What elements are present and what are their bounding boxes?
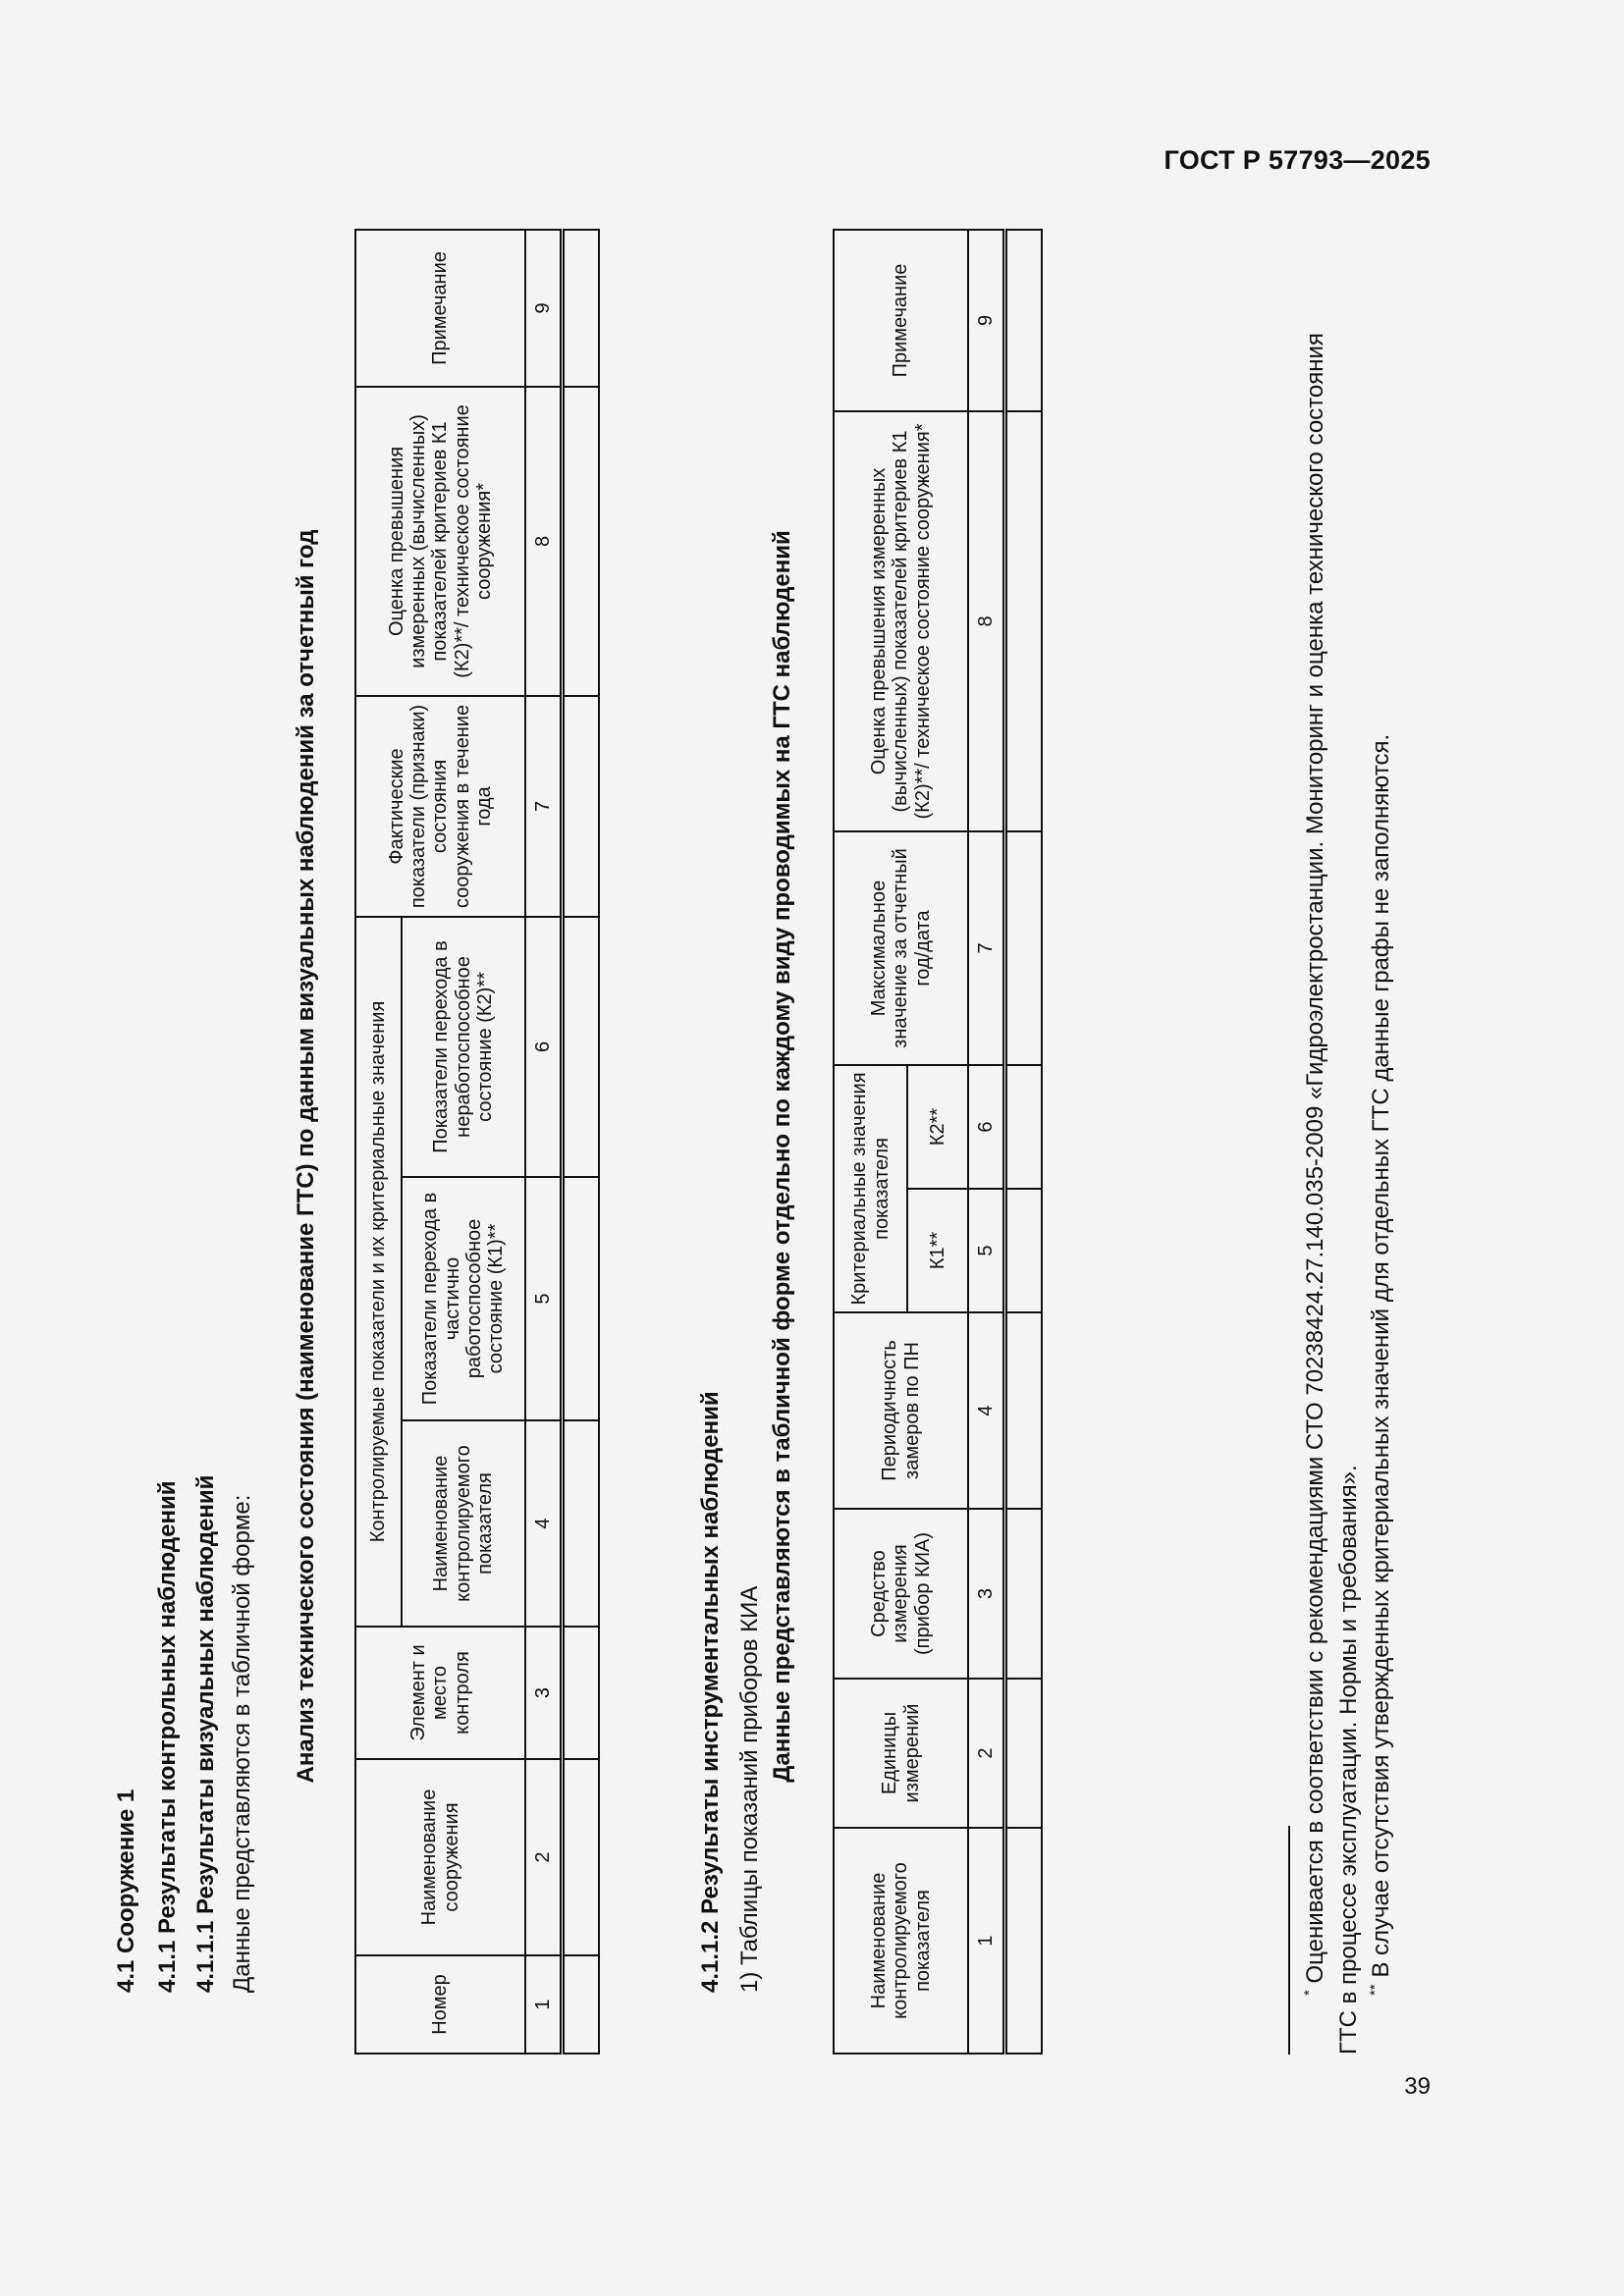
footnote-mark: *	[1301, 1990, 1318, 1996]
t1-header-actual-indicators: Фактические показатели (признаки) состояния сооружения в течение года	[355, 696, 525, 917]
t2-empty-cell	[1005, 1189, 1043, 1312]
t2-header-instrument: Средство измерения (прибор КИА)	[834, 1509, 968, 1679]
footnote-mark: **	[1367, 1984, 1384, 1996]
t2-header-k1: К1**	[907, 1189, 968, 1312]
t2-header-note: Примечание	[834, 230, 968, 411]
t1-header-structure-name: Наименование сооружения	[355, 1759, 525, 1955]
table1-title: Анализ технического состояния (наименование ГТС) по данным визуальных наблюдений за отчетный год	[293, 529, 319, 1784]
t1-empty-cell	[563, 917, 600, 1177]
t1-colnum: 5	[525, 1177, 563, 1420]
paragraph-table-form: Данные представляются в табличной форме:	[229, 1494, 255, 1993]
t1-colnum: 7	[525, 696, 563, 917]
t2-header-indicator-name: Наименование контролируемого показателя	[834, 1828, 968, 2054]
footnote-1-line-1: Оценивается в соответствии с рекомендациями СТО 70238424.27.140.035-2009 «Гидроэлектростанции. Мониторинг и оценка технического состояния	[1302, 333, 1328, 1984]
table-instrument-readings	[833, 229, 1043, 2055]
footnote-2: В случае отсутствия утвержденных критериальных значений для отдельных ГТС данные графы не заполняются.	[1368, 733, 1395, 1978]
t1-colnum: 9	[525, 230, 563, 387]
t1-header-k1: Показатели перехода в частично работоспособное состояние (К1)**	[402, 1177, 525, 1420]
t2-colnum: 8	[968, 411, 1005, 831]
t2-colnum: 3	[968, 1509, 1005, 1679]
t2-colnum: 6	[968, 1065, 1005, 1189]
t2-empty-cell	[1005, 411, 1043, 831]
t1-header-group-indicators: Контролируемые показатели и их критериальные значения	[355, 917, 402, 1627]
t1-header-assessment: Оценка превышения измеренных (вычисленных) показателей критериев К1 (К2)**/ техническое состояние сооружения*	[355, 387, 525, 696]
t1-empty-cell	[563, 387, 600, 696]
t1-colnum: 2	[525, 1759, 563, 1955]
t2-header-units: Единицы измерений	[834, 1679, 968, 1828]
t1-colnum: 3	[525, 1627, 563, 1759]
heading-control-observations: 4.1.1 Результаты контрольных наблюдений	[154, 1480, 181, 1993]
footnote-1-line-2: ГТС в процессе эксплуатации. Нормы и требования».	[1334, 1465, 1362, 2055]
t2-empty-cell	[1005, 1509, 1043, 1679]
t2-empty-cell	[1005, 230, 1043, 411]
t1-header-number: Номер	[355, 1955, 525, 2054]
t1-colnum: 1	[525, 1955, 563, 2054]
t1-header-note: Примечание	[355, 230, 525, 387]
t2-empty-cell	[1005, 1679, 1043, 1828]
table2-title: Данные представляются в табличной форме отдельно по каждому виду проводимых на ГТС наблюдений	[769, 530, 795, 1783]
t1-empty-cell	[563, 1759, 600, 1955]
t1-header-k2: Показатели перехода в неработоспособное состояние (К2)**	[402, 917, 525, 1177]
footnote-assessment	[1299, 199, 1398, 2055]
heading-structure: 4.1 Сооружение 1	[113, 1789, 139, 1993]
footnote-separator	[1288, 1826, 1290, 2055]
t2-colnum: 2	[968, 1679, 1005, 1828]
t1-empty-cell	[563, 1177, 600, 1420]
t2-header-periodicity: Периодичность замеров по ПН	[834, 1312, 968, 1509]
page-number: 39	[1404, 2073, 1431, 2100]
table-visual-observations	[354, 229, 600, 2055]
t2-colnum: 5	[968, 1189, 1005, 1312]
t2-colnum: 1	[968, 1828, 1005, 2054]
t2-header-k2: К2**	[907, 1065, 968, 1189]
t2-header-group-criteria: Критериальные значения показателя	[834, 1065, 907, 1312]
paragraph-kia-tables: 1) Таблицы показаний приборов КИА	[736, 1585, 763, 1993]
standard-number: ГОСТ Р 57793—2025	[1164, 145, 1431, 175]
t2-colnum: 9	[968, 230, 1005, 411]
t1-header-indicator-name: Наименование контролируемого показателя	[402, 1420, 525, 1627]
t1-empty-cell	[563, 1627, 600, 1759]
heading-instrumental-observations: 4.1.1.2 Результаты инструментальных наблюдений	[697, 1391, 724, 1993]
t2-empty-cell	[1005, 831, 1043, 1065]
t2-header-max-value: Максимальное значение за отчетный год/дата	[834, 831, 968, 1065]
heading-visual-observations: 4.1.1.1 Результаты визуальных наблюдений	[192, 1474, 219, 1993]
t1-empty-cell	[563, 696, 600, 917]
t1-colnum: 8	[525, 387, 563, 696]
t1-colnum: 6	[525, 917, 563, 1177]
t2-header-assessment: Оценка превышения измеренных (вычисленных) показателей критериев К1 (К2)**/ техническое состояние сооружения*	[834, 411, 968, 831]
t1-colnum: 4	[525, 1420, 563, 1627]
t1-empty-cell	[563, 230, 600, 387]
t2-empty-cell	[1005, 1065, 1043, 1189]
t1-header-control-element: Элемент и место контроля	[355, 1627, 525, 1759]
t2-empty-cell	[1005, 1312, 1043, 1509]
t2-empty-cell	[1005, 1828, 1043, 2054]
t2-colnum: 7	[968, 831, 1005, 1065]
t1-empty-cell	[563, 1955, 600, 2054]
t2-colnum: 4	[968, 1312, 1005, 1509]
t1-empty-cell	[563, 1420, 600, 1627]
